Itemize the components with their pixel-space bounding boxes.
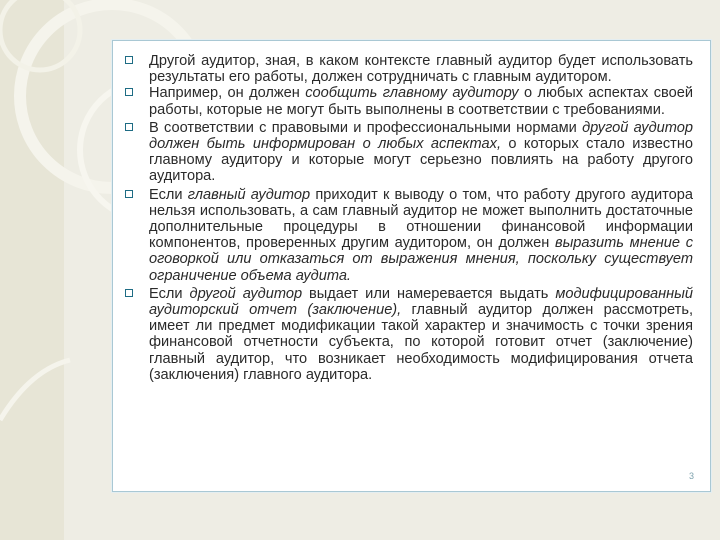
body-text: выдает или намеревается выдать: [302, 285, 556, 302]
square-bullet-icon: [125, 190, 134, 199]
bullet-item: [149, 85, 693, 117]
body-text: Другой аудитор, зная, в каком контексте главный аудитор будет использовать результаты его работы, должен сотрудничать с главным аудитором.: [149, 53, 693, 86]
bullet-item: [149, 120, 693, 185]
emphasis-text: выразить мнение с оговоркой или отказаться от выражения мнения, поскольку существует ограничение объема аудита.: [149, 235, 693, 284]
page-number: 3: [688, 471, 694, 481]
bullet-list: [149, 53, 693, 383]
emphasis-text: главный аудитор: [187, 186, 311, 203]
body-text: о которых стало известно главному аудитору и которые могут серьезно повлиять на работу другого аудитора.: [149, 136, 694, 185]
body-text: Например, он должен: [149, 85, 306, 102]
bullet-item: [149, 286, 693, 383]
body-text: Если: [149, 285, 190, 302]
emphasis-text: сообщить главному аудитору: [305, 85, 519, 102]
body-text: приходит к выводу о том, что работу другого аудитора нельзя использовать, а сам главный аудитор не может выполнить достаточные дополнительные процедуры в отношении финансовой информации компонентов, проверенных другим аудитором, он должен: [149, 186, 693, 252]
emphasis-text: другой аудитор должен быть информирован о любых аспектах,: [149, 119, 693, 153]
body-text: Если: [149, 186, 188, 203]
square-bullet-icon: [125, 88, 134, 97]
bullet-item: [149, 53, 693, 85]
content-frame: [112, 40, 711, 492]
emphasis-text: другой аудитор: [189, 285, 303, 302]
square-bullet-icon: [125, 56, 134, 65]
body-text: В соответствии с правовыми и профессиональными нормами: [149, 119, 583, 136]
emphasis-text: модифицированный аудиторский отчет (заключение),: [149, 285, 693, 319]
bullet-item: [149, 187, 693, 284]
square-bullet-icon: [125, 123, 134, 132]
body-text: о любых аспектах своей работы, которые не могут быть выполнены в соответствии с требованиями.: [149, 85, 693, 118]
body-text: главный аудитор должен рассмотреть, имеет ли предмет модификации такой характер и значимость с точки зрения финансовой отчетности субъекта, по которой готовит отчет (заключение) главный аудитор, что возникает необходимость модифицирования отчета (заключения) главного аудитора.: [149, 302, 694, 383]
square-bullet-icon: [125, 289, 134, 298]
